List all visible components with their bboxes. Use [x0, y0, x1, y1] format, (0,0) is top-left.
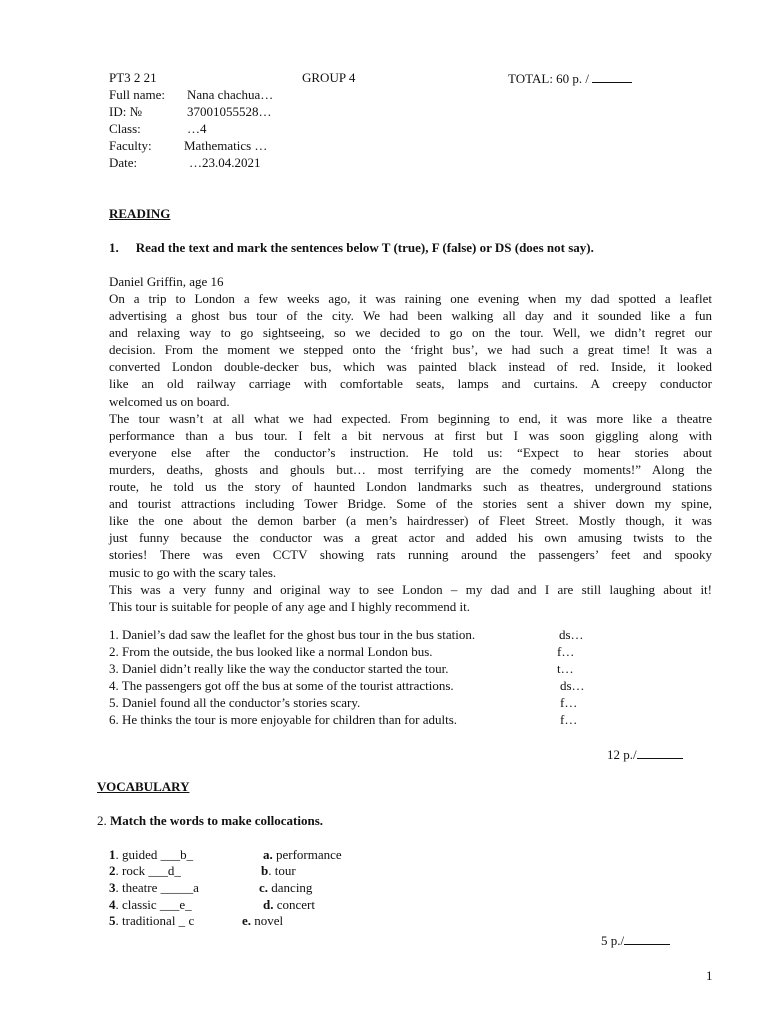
vocabulary-instruction	[97, 813, 323, 829]
passage-author: Daniel Griffin, age 16	[109, 274, 224, 289]
collocation-item: 2. rock ___d_	[109, 863, 181, 878]
question-text: 6. He thinks the tour is more enjoyable for children than for adults.	[109, 712, 458, 727]
faculty-label: Faculty:	[109, 138, 152, 153]
id-label: ID: №	[109, 104, 142, 119]
question-text: 4. The passengers got off the bus at some of the tourist attractions.	[109, 678, 454, 693]
task-number: 2.	[97, 813, 107, 828]
fullname-value: Nana chachua…	[187, 87, 274, 102]
collocation-option: d. concert	[263, 897, 315, 912]
page-number: 1	[706, 968, 713, 983]
vocabulary-heading: VOCABULARY	[97, 779, 190, 794]
vocabulary-score: 5 p./	[601, 932, 670, 949]
collocation-option: b. tour	[261, 863, 296, 878]
reading-score: 12 p./	[607, 746, 683, 763]
collocation-item: 3. theatre _____a	[109, 880, 199, 895]
question-answer: ds…	[559, 627, 584, 642]
passage-line: This was a very funny and original way to see London – my dad and I are still laughing about it!	[109, 581, 712, 597]
question-answer: f…	[560, 695, 578, 710]
reading-passage	[109, 290, 712, 615]
passage-line: like the one about the demon barber (a men’s hairdresser) of Fleet Street. Mostly though, it was	[109, 513, 712, 529]
passage-line: everyone else after the conductor’s instruction. He told us: “Expect to hear stories about	[109, 444, 712, 460]
task-number: 1.	[109, 240, 119, 255]
collocation-option: e. novel	[242, 913, 284, 928]
passage-line: stories! There was even CCTV showing rats running around the passengers’ feet and spooky	[109, 547, 712, 563]
passage-line: just funny because the conductor was a great actor and added his own amusing twists to the	[109, 530, 712, 546]
question-answer: f…	[557, 644, 575, 659]
passage-line: performance than a bus tour. I felt a bit nervous at first but I was soon giggling along with	[109, 427, 712, 443]
passage-line: route, he told us the story of haunted London landmarks such as theatres, underground stations	[109, 479, 712, 495]
question-text: 3. Daniel didn’t really like the way the conductor started the tour.	[109, 661, 449, 676]
collocation-item: 5. traditional _ c	[109, 913, 195, 928]
collocation-item: 4. classic ___e_	[109, 897, 192, 912]
total-score: TOTAL: 60 p. /	[508, 70, 632, 87]
passage-line: like an old railway carriage with comfortable seats, lamps and curtains. A creepy conductor	[109, 376, 712, 392]
reading-instruction	[109, 240, 594, 256]
question-answer: ds…	[560, 678, 585, 693]
passage-line: On a trip to London a few weeks ago, it was raining one evening when my dad spotted a leaflet	[109, 291, 712, 306]
reading-heading: READING	[109, 206, 171, 221]
passage-line: music to go with the scary tales.	[109, 564, 277, 580]
class-value: …4	[187, 121, 207, 136]
passage-line: decision. From the moment we stepped onto the ‘fright bus’, we had such a great time! It was a	[109, 342, 712, 358]
instruction-text: Read the text and mark the sentences below T (true), F (false) or DS (does not say).	[135, 240, 594, 255]
question-text: 1. Daniel’s dad saw the leaflet for the ghost bus tour in the bus station.	[109, 627, 476, 642]
class-label: Class:	[109, 121, 141, 136]
id-value: 37001055528…	[187, 104, 272, 119]
fullname-label: Full name:	[109, 87, 165, 102]
test-code: PT3 2 21	[109, 70, 157, 85]
passage-line: murders, deaths, ghosts and ghouls but… most terrifying are the comedy moments!” Along the	[109, 461, 712, 477]
collocation-option: a. performance	[263, 847, 342, 862]
question-answer: t…	[557, 661, 574, 676]
question-text: 5. Daniel found all the conductor’s stories scary.	[109, 695, 361, 710]
passage-line: and tourist attractions including Tower Bridge. Some of the stories sent a shiver down my spine,	[109, 496, 712, 512]
group-label: GROUP 4	[302, 70, 356, 85]
question-answer: f…	[560, 712, 578, 727]
passage-line: welcomed us on board.	[109, 393, 230, 409]
passage-line: This tour is suitable for people of any age and I highly recommend it.	[109, 598, 471, 614]
passage-line: and relaxing way to go sightseeing, so we decided to go on the tour. Well, we didn’t regret our	[109, 325, 712, 341]
instruction-text: Match the words to make collocations.	[110, 813, 324, 828]
passage-line: converted London double-decker bus, which was painted black instead of red. Inside, it looked	[109, 359, 712, 375]
collocation-item: 1. guided ___b_	[109, 847, 194, 862]
faculty-value: Mathematics …	[184, 138, 268, 153]
date-value: …23.04.2021	[189, 155, 261, 170]
date-label: Date:	[109, 155, 138, 170]
passage-line: The tour wasn’t at all what we had expected. From beginning to end, it was more like a theatre	[109, 410, 712, 426]
collocation-option: c. dancing	[259, 880, 313, 895]
passage-line: advertising a ghost bus tour of the city. We had been walking all day and it sounded like a fun	[109, 308, 712, 324]
question-text: 2. From the outside, the bus looked like a normal London bus.	[109, 644, 433, 659]
